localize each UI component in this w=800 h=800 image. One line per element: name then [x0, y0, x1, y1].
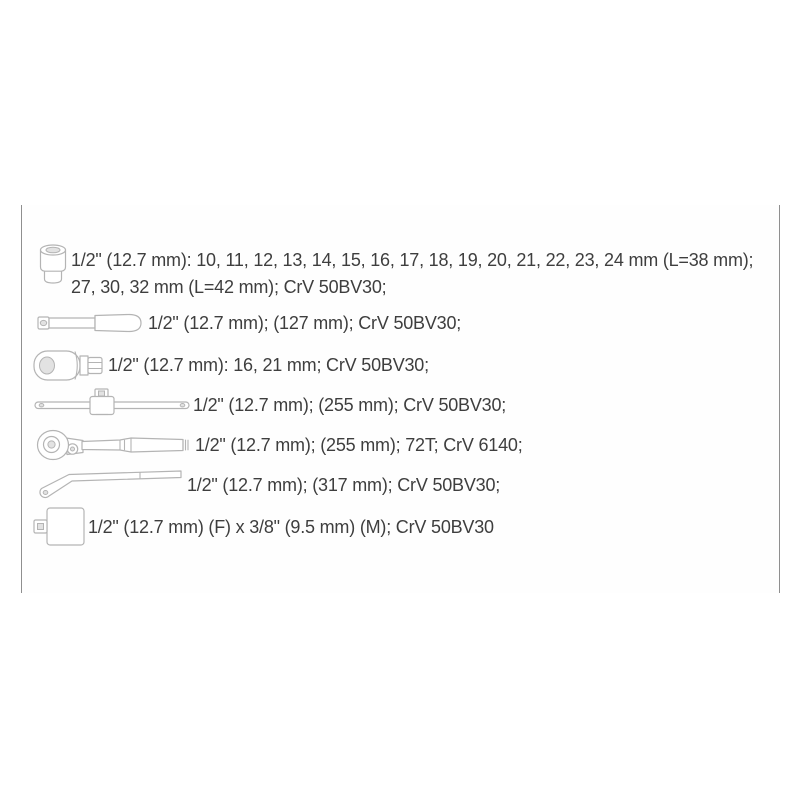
adapter-icon	[32, 506, 86, 548]
spec-text: 1/2" (12.7 mm): 10, 11, 12, 13, 14, 15, 16, 17, 18, 19, 20, 21, 22, 23, 24 mm (L=38 mm); 27, 30, 32 mm (L=42 mm); CrV 50BV30;	[71, 250, 754, 297]
spec-text: 1/2" (12.7 mm) (F) x 3/8" (9.5 mm) (M); CrV 50BV30	[88, 517, 494, 537]
spec-text: 1/2" (12.7 mm); (255 mm); 72T; CrV 6140;	[195, 435, 523, 455]
deep-socket-icon	[32, 349, 104, 382]
socket-icon	[39, 244, 67, 286]
breaker-bar-icon	[36, 466, 184, 506]
spec-text: 1/2" (12.7 mm); (317 mm); CrV 50BV30;	[187, 475, 501, 495]
spec-text: 1/2" (12.7 mm): 16, 21 mm; CrV 50BV30;	[108, 355, 429, 375]
spec-text: 1/2" (12.7 mm); (255 mm); CrV 50BV30;	[193, 395, 507, 415]
extension-bar-icon	[37, 309, 143, 337]
spec-text: 1/2" (12.7 mm); (127 mm); CrV 50BV30;	[148, 313, 462, 333]
ratchet-handle-icon	[36, 426, 191, 464]
sliding-t-bar-icon	[34, 388, 190, 422]
